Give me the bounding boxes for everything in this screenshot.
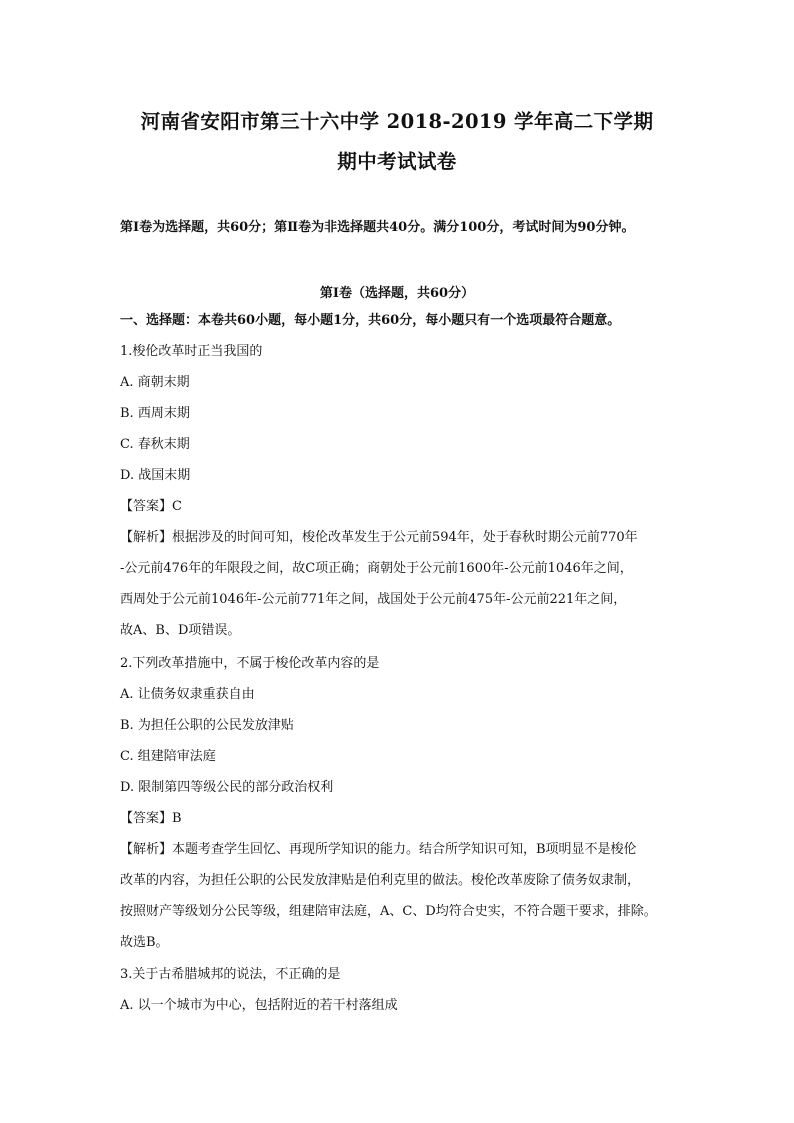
question-3-option-a: A. 以一个城市为中心，包括附近的若干村落组成 xyxy=(120,998,398,1013)
analysis-line: 故A、B、D项错误。 xyxy=(120,623,241,638)
analysis-line: 按照财产等级划分公民等级，组建陪审法庭，A、C、D均符合史实，不符合题干要求，排除。 xyxy=(120,904,657,919)
analysis-line: 【解析】本题考查学生回忆、再现所学知识的能力。结合所学知识可知，B项明显不是梭伦 xyxy=(120,842,637,857)
question-1-analysis xyxy=(120,529,680,653)
section-instructions: 一、选择题：本卷共60小题，每小题1分，共60分，每小题只有一个选项最符合题意。 xyxy=(120,313,621,328)
analysis-line: -公元前476年的年限段之间，故C项正确；商朝处于公元前1600年-公元前1046年之间， xyxy=(120,561,633,576)
question-2-option-d: D. 限制第四等级公民的部分政治权利 xyxy=(120,780,334,795)
analysis-line: 故选B。 xyxy=(120,935,169,950)
analysis-line: 【解析】根据涉及的时间可知，梭伦改革发生于公元前594年，处于春秋时期公元前770年 xyxy=(120,530,638,545)
question-2-option-a: A. 让债务奴隶重获自由 xyxy=(120,687,255,702)
question-2-analysis xyxy=(120,841,680,965)
analysis-line: 改革的内容，为担任公职的公民发放津贴是伯利克里的做法。梭伦改革废除了债务奴隶制， xyxy=(120,873,641,888)
analysis-line: 西周处于公元前1046年-公元前771年之间，战国处于公元前475年-公元前221年之间， xyxy=(120,592,627,607)
question-1-option-a: A. 商朝末期 xyxy=(120,375,190,390)
exam-title-line2: 期中考试试卷 xyxy=(337,150,457,173)
exam-intro: 第Ⅰ卷为选择题，共60分；第Ⅱ卷为非选择题共40分。满分100分，考试时间为90分钟。 xyxy=(120,220,635,235)
question-2-option-c: C. 组建陪审法庭 xyxy=(120,749,216,764)
question-2-stem: 2.下列改革措施中，不属于梭伦改革内容的是 xyxy=(120,656,380,671)
question-2-option-b: B. 为担任公职的公民发放津贴 xyxy=(120,718,294,733)
question-1-option-c: C. 春秋末期 xyxy=(120,437,190,452)
question-1-option-b: B. 西周末期 xyxy=(120,406,190,421)
question-1-stem: 1.梭伦改革时正当我国的 xyxy=(120,344,263,359)
question-2-answer: 【答案】B xyxy=(120,811,182,826)
question-1-answer: 【答案】C xyxy=(120,499,182,514)
question-1-option-d: D. 战国末期 xyxy=(120,468,191,483)
question-3-stem: 3.关于古希腊城邦的说法，不正确的是 xyxy=(120,967,341,982)
exam-title-line1: 河南省安阳市第三十六中学 2018-2019 学年高二下学期 xyxy=(140,110,654,133)
section-heading: 第Ⅰ卷（选择题，共60分） xyxy=(319,286,475,301)
